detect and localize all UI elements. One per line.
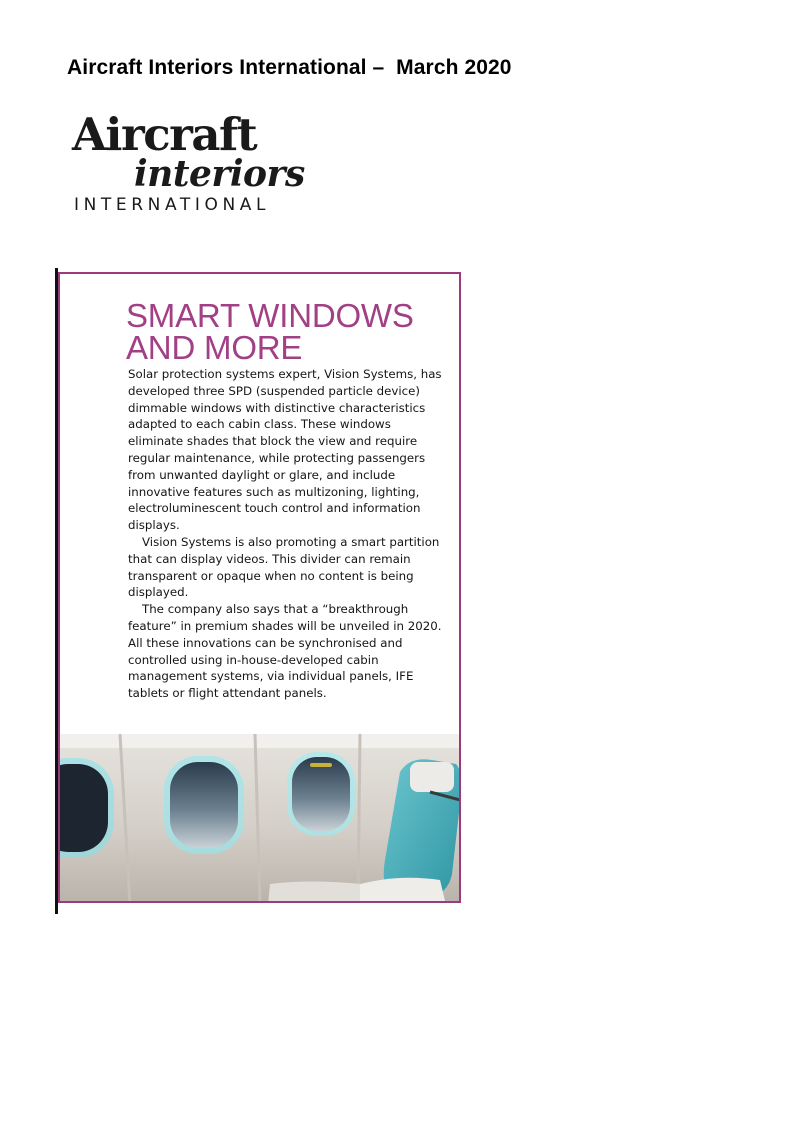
logo-line-aircraft: Aircraft — [72, 108, 257, 161]
logo-line-international: INTERNATIONAL — [74, 195, 271, 215]
article-paragraph: Solar protection systems expert, Vision Systems, has developed three SPD (suspended particle device) dimmable windows with distinctive characteristics adapted to each cabin class. These windows eliminate shades that block the view and require regular maintenance, while protecting passengers from unwanted daylight or glare, and include innovative features such as multizoning, lighting, electroluminescent touch control and information displays. — [128, 367, 442, 533]
window-3 — [287, 752, 355, 836]
article-body — [128, 366, 448, 702]
publication-logo — [72, 108, 312, 222]
cabin-photo — [60, 734, 461, 903]
article-paragraph: Vision Systems is also promoting a smart partition that can display videos. This divider can remain transparent or opaque when no content is being displayed. — [128, 534, 440, 600]
logo-line-interiors: interiors — [134, 153, 305, 195]
window-2 — [164, 756, 244, 854]
article-clipping — [58, 272, 461, 903]
window-1 — [60, 758, 114, 858]
page-header: Aircraft Interiors International – March 2020 — [67, 56, 512, 79]
cabin-illustration — [60, 734, 461, 903]
article-title: SMART WINDOWS AND MORE — [126, 297, 414, 366]
article-paragraph: The company also says that a “breakthrough feature” in premium shades will be unveiled in 2020. All these innovations can be synchronised and controlled using in-house-developed cabin management systems, via individual panels, IFE tablets or flight attendant panels. — [128, 602, 442, 701]
